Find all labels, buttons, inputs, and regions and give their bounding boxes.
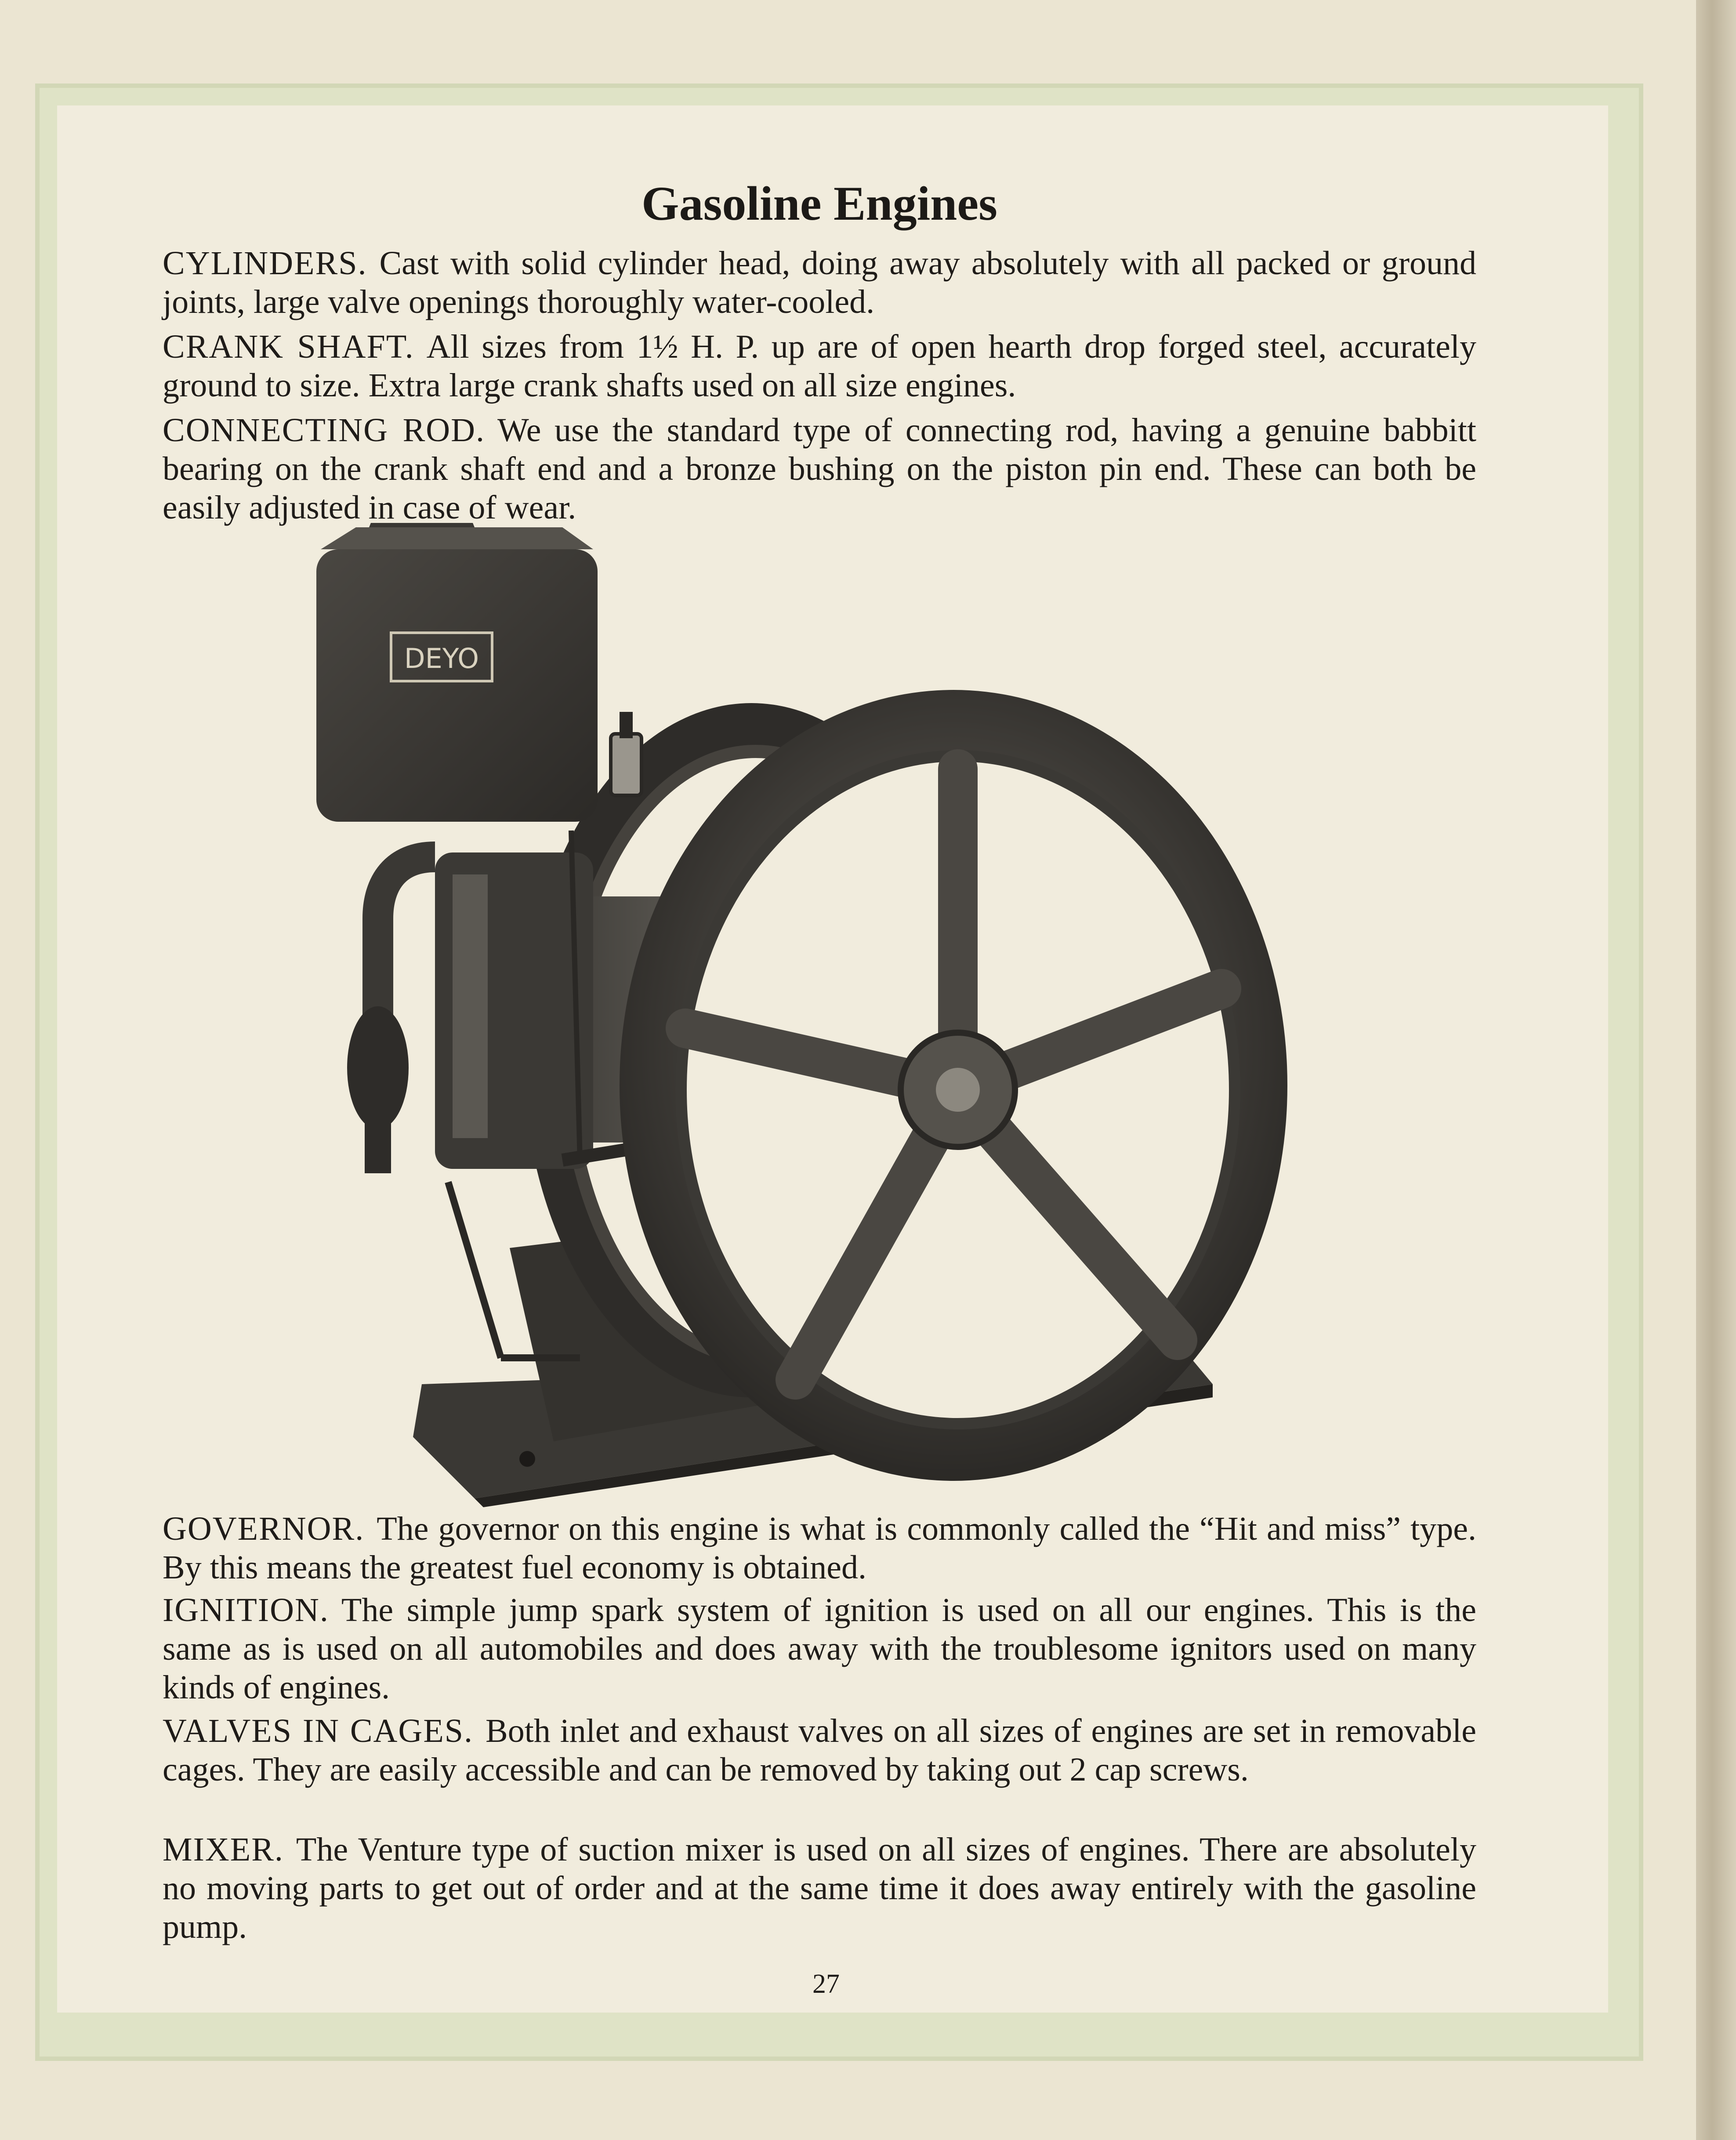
section-heading: CONNECTING ROD. — [163, 412, 486, 449]
section-connecting-rod — [163, 411, 1476, 527]
section-heading: GOVERNOR. — [163, 1510, 365, 1547]
section-cylinders — [163, 244, 1476, 321]
section-heading: VALVES IN CAGES. — [163, 1712, 474, 1749]
section-heading: MIXER. — [163, 1831, 284, 1868]
section-text: The simple jump spark system of ignition is used on all our engines. This is the same as is used on all automobiles and does away with the troublesome ignitors used on many kinds of engines. — [163, 1592, 1476, 1706]
section-text: Cast with solid cylinder head, doing away absolutely with all packed or ground joints, large valve openings thoroughly water-cooled. — [163, 245, 1476, 320]
engine-illustration — [246, 523, 1424, 1507]
section-text: The Venture type of suction mixer is used on all sizes of engines. There are absolutely no moving parts to get out of order and at the same time it does away entirely with the gasoline pump. — [163, 1831, 1476, 1945]
water-hopper — [316, 523, 598, 822]
section-heading: CRANK SHAFT. — [163, 328, 414, 365]
section-valves-in-cages — [163, 1712, 1476, 1789]
page-number: 27 — [812, 1969, 840, 1999]
section-text: The governor on this engine is what is commonly called the “Hit and miss” type. By this means the greatest fuel economy is obtained. — [163, 1510, 1476, 1586]
section-text: Both inlet and exhaust valves on all sizes of engines are set in removable cages. They are easily accessible and can be removed by taking out 2 cap screws. — [163, 1712, 1477, 1788]
mixer-assembly — [347, 857, 435, 1173]
section-heading: IGNITION. — [163, 1592, 329, 1629]
section-text: We use the standard type of connecting rod, having a genuine babbitt bearing on the crank shaft end and a bronze bushing on the piston pin end. These can both be easily adjusted in case of wear. — [163, 412, 1476, 526]
book-spine-edge — [1696, 0, 1736, 2140]
section-heading: CYLINDERS. — [163, 245, 367, 282]
page-title: Gasoline Engines — [641, 177, 997, 230]
section-text: All sizes from 1½ H. P. up are of open hearth drop forged steel, accurately ground to size. Extra large crank shafts used on all size engines. — [163, 328, 1476, 404]
brand-plate: DEYO — [404, 642, 479, 675]
front-flywheel — [620, 690, 1287, 1481]
section-ignition — [163, 1591, 1476, 1707]
section-governor — [163, 1509, 1476, 1587]
section-mixer — [163, 1830, 1476, 1946]
sight-oiler — [611, 712, 641, 795]
section-crank-shaft — [163, 327, 1476, 405]
